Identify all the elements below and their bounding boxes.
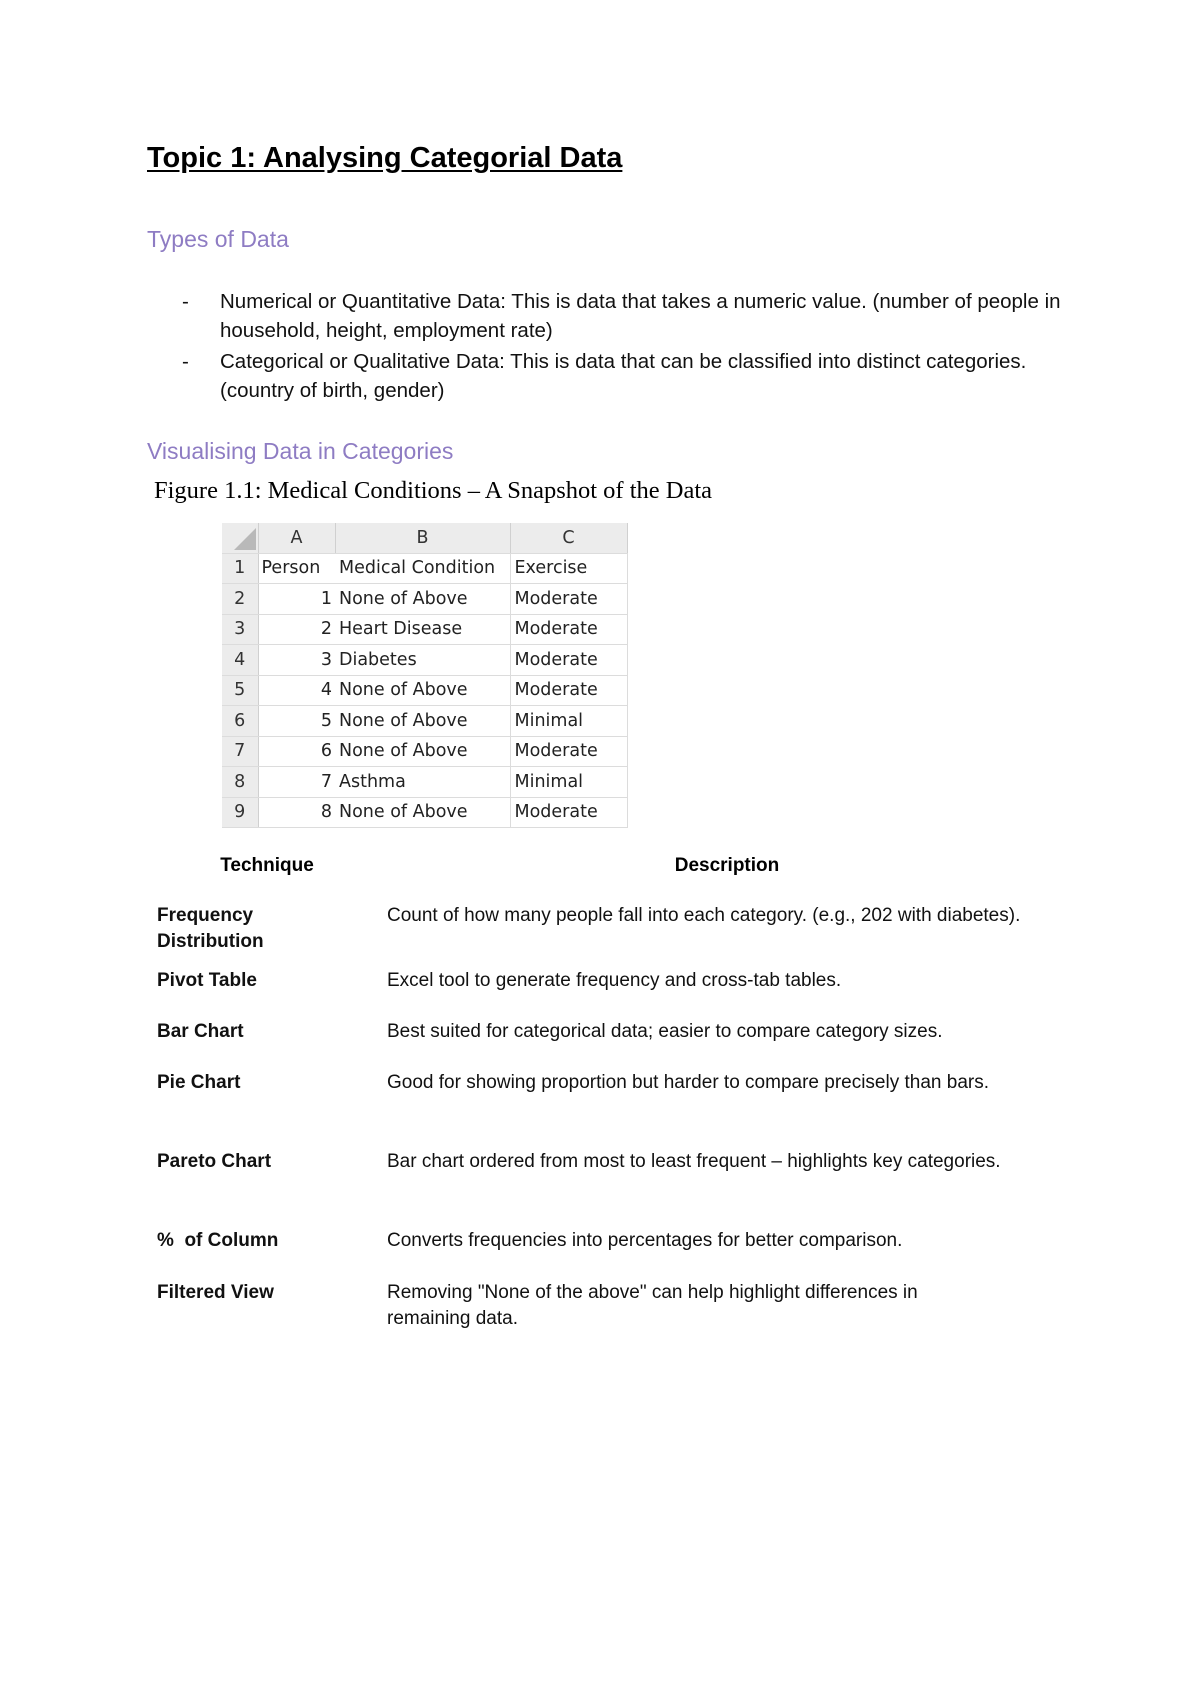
cell: None of Above bbox=[335, 706, 510, 737]
row-number: 8 bbox=[222, 767, 258, 798]
technique-name: Pareto Chart bbox=[157, 1151, 272, 1172]
technique-description: Best suited for categorical data; easier to compare category sizes. bbox=[387, 1021, 943, 1042]
technique-name: % of Column bbox=[157, 1230, 279, 1251]
bullet-marker: - bbox=[182, 290, 189, 313]
row-number: 6 bbox=[222, 706, 258, 737]
list-item bbox=[170, 287, 1070, 345]
cell: 1 bbox=[258, 584, 335, 615]
technique-description: Good for showing proportion but harder to compare precisely than bars. bbox=[387, 1072, 989, 1093]
cell: Moderate bbox=[510, 614, 627, 645]
table-row bbox=[222, 736, 627, 767]
row-number: 9 bbox=[222, 797, 258, 828]
techniques-header-row bbox=[147, 855, 1067, 891]
cell: Moderate bbox=[510, 736, 627, 767]
spreadsheet-figure bbox=[222, 523, 628, 828]
row-number: 2 bbox=[222, 584, 258, 615]
row-number: 7 bbox=[222, 736, 258, 767]
table-row bbox=[222, 797, 627, 828]
technique-name: Bar Chart bbox=[157, 1021, 244, 1042]
cell: None of Above bbox=[335, 736, 510, 767]
table-row bbox=[147, 1070, 1067, 1149]
technique-description: Excel tool to generate frequency and cross-tab tables. bbox=[387, 970, 842, 991]
table-row bbox=[222, 584, 627, 615]
cell: Exercise bbox=[510, 553, 627, 584]
technique-description: Converts frequencies into percentages for better comparison. bbox=[387, 1230, 903, 1251]
spreadsheet-column-header-row bbox=[222, 523, 627, 553]
cell: None of Above bbox=[335, 797, 510, 828]
types-of-data-heading: Types of Data bbox=[147, 226, 289, 252]
cell: Diabetes bbox=[335, 645, 510, 676]
spreadsheet-header-row bbox=[222, 553, 627, 584]
visualising-heading: Visualising Data in Categories bbox=[147, 438, 454, 464]
row-number: 1 bbox=[222, 553, 258, 584]
table-row bbox=[222, 645, 627, 676]
cell: 4 bbox=[258, 675, 335, 706]
cell: Moderate bbox=[510, 584, 627, 615]
technique-name: Filtered View bbox=[157, 1282, 274, 1303]
cell: Minimal bbox=[510, 706, 627, 737]
column-letter: A bbox=[258, 523, 335, 553]
select-all-corner bbox=[222, 523, 258, 553]
row-number: 3 bbox=[222, 614, 258, 645]
bullet-text: Categorical or Qualitative Data: This is data that can be classified into distinct categories. (country of birth, gender) bbox=[220, 350, 1027, 402]
technique-description: Count of how many people fall into each category. (e.g., 202 with diabetes). bbox=[387, 905, 1021, 926]
table-row bbox=[147, 1228, 1067, 1280]
table-row bbox=[222, 767, 627, 798]
table-row bbox=[147, 968, 1067, 1019]
table-row bbox=[147, 1149, 1067, 1228]
cell: Minimal bbox=[510, 767, 627, 798]
table-row bbox=[147, 1019, 1067, 1070]
cell: Medical Condition bbox=[335, 553, 510, 584]
list-item bbox=[170, 347, 1070, 405]
technique-description: Bar chart ordered from most to least frequent – highlights key categories. bbox=[387, 1151, 1001, 1172]
table-row bbox=[147, 1280, 1067, 1335]
cell: 2 bbox=[258, 614, 335, 645]
cell: 5 bbox=[258, 706, 335, 737]
cell: 8 bbox=[258, 797, 335, 828]
row-number: 4 bbox=[222, 645, 258, 676]
cell: Moderate bbox=[510, 675, 627, 706]
table-row bbox=[222, 706, 627, 737]
row-number: 5 bbox=[222, 675, 258, 706]
table-row bbox=[222, 675, 627, 706]
technique-name: Pivot Table bbox=[157, 970, 257, 991]
figure-caption: Figure 1.1: Medical Conditions – A Snapshot of the Data bbox=[154, 477, 713, 504]
cell: 7 bbox=[258, 767, 335, 798]
cell: 3 bbox=[258, 645, 335, 676]
cell: 6 bbox=[258, 736, 335, 767]
table-row bbox=[222, 614, 627, 645]
techniques-table bbox=[147, 855, 1067, 1335]
cell: Moderate bbox=[510, 645, 627, 676]
cell: Asthma bbox=[335, 767, 510, 798]
cell: Heart Disease bbox=[335, 614, 510, 645]
column-letter: C bbox=[510, 523, 627, 553]
technique-column-header: Technique bbox=[220, 855, 314, 876]
table-row bbox=[147, 891, 1067, 968]
cell: Person bbox=[258, 553, 335, 584]
column-letter: B bbox=[335, 523, 510, 553]
cell: Moderate bbox=[510, 797, 627, 828]
page-title: Topic 1: Analysing Categorial Data bbox=[147, 142, 623, 174]
technique-name: Pie Chart bbox=[157, 1072, 241, 1093]
types-of-data-list bbox=[170, 287, 1070, 405]
bullet-marker: - bbox=[182, 350, 189, 373]
description-column-header: Description bbox=[674, 855, 780, 876]
technique-description: Removing "None of the above" can help highlight differences in remaining data. bbox=[387, 1282, 918, 1329]
bullet-text: Numerical or Quantitative Data: This is data that takes a numeric value. (number of people in household, height, employment rate) bbox=[220, 290, 1061, 342]
cell: None of Above bbox=[335, 675, 510, 706]
technique-name: Frequency Distribution bbox=[157, 905, 264, 952]
cell: None of Above bbox=[335, 584, 510, 615]
